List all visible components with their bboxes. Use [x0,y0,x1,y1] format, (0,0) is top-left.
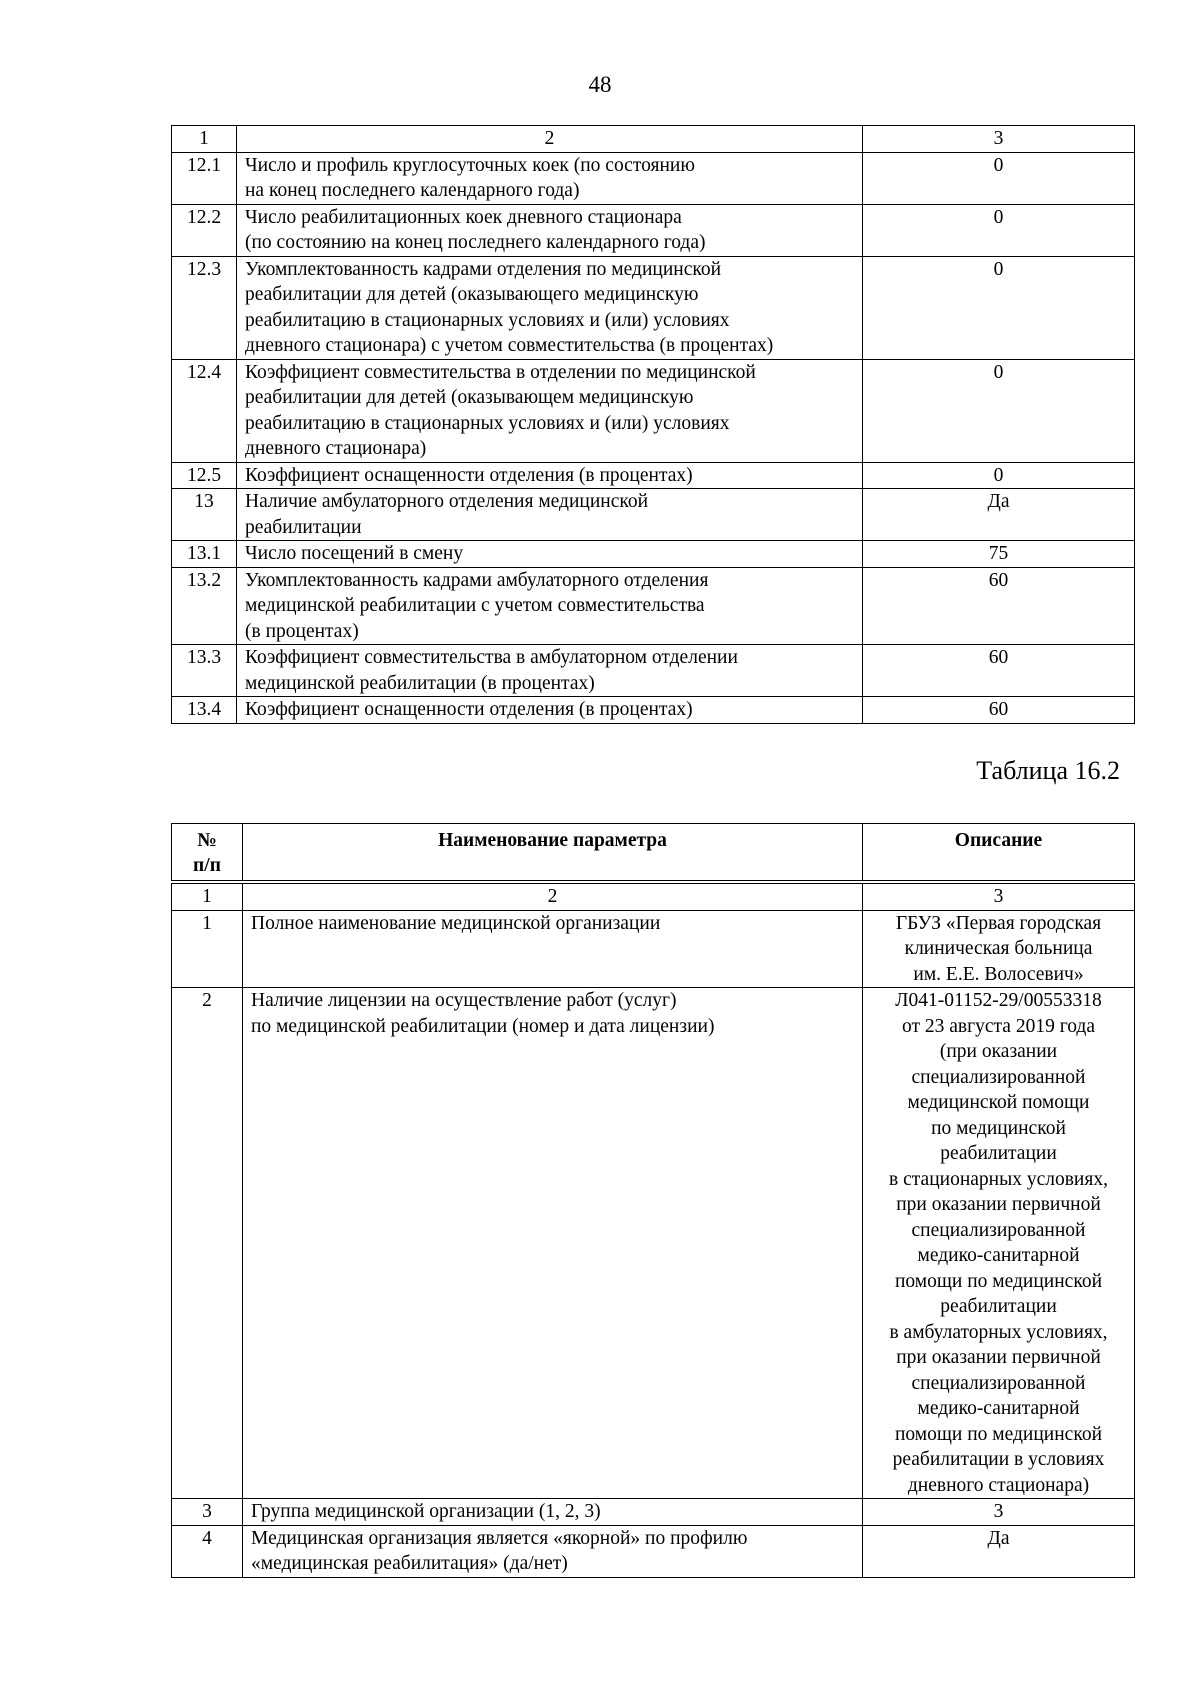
column-number-row [172,882,1135,910]
parameter-name: Медицинская организация является «якорной» по профилю «медицинская реабилитация» (да/нет) [243,1525,863,1577]
column-number: 2 [243,882,863,910]
parameter-value: 75 [863,541,1135,568]
row-number: 12.4 [172,359,237,462]
parameter-description: 3 [863,1499,1135,1526]
row-number: 12.5 [172,462,237,489]
parameter-name: Число реабилитационных коек дневного стационара (по состоянию на конец последнего календарного года) [237,204,863,256]
column-number: 1 [172,126,237,153]
parameter-name: Коэффициент совместительства в амбулаторном отделении медицинской реабилитации (в процентах) [237,645,863,697]
row-number: 13.1 [172,541,237,568]
column-number: 3 [863,126,1135,153]
column-number-row [172,126,1135,153]
table-row [172,541,1135,568]
table-row [172,645,1135,697]
row-number: 2 [172,988,243,1499]
column-number: 2 [237,126,863,153]
parameter-description: Да [863,1525,1135,1577]
parameter-value: 60 [863,697,1135,724]
row-number: 12.1 [172,152,237,204]
table-caption: Таблица 16.2 [976,756,1120,785]
parameter-value: 0 [863,204,1135,256]
parameter-value: 0 [863,359,1135,462]
parameters-table-16-2 [171,823,1135,1578]
table-row [172,1499,1135,1526]
parameter-value: 60 [863,645,1135,697]
table-row [172,988,1135,1499]
header-row [172,824,1135,883]
parameter-name: Полное наименование медицинской организации [243,910,863,988]
table-row [172,567,1135,645]
parameter-name: Коэффициент оснащенности отделения (в процентах) [237,462,863,489]
parameter-name: Наличие амбулаторного отделения медицинской реабилитации [237,489,863,541]
column-number: 3 [863,882,1135,910]
table-row [172,462,1135,489]
parameter-name: Число посещений в смену [237,541,863,568]
parameter-name: Коэффициент совместительства в отделении по медицинской реабилитации для детей (оказывающем медицинскую реабилитацию в стационарных условиях и (или) условиях дневного стационара) [237,359,863,462]
parameters-table-continued [171,125,1135,724]
row-number: 12.2 [172,204,237,256]
column-number: 1 [172,882,243,910]
row-number: 13.3 [172,645,237,697]
parameter-name: Коэффициент оснащенности отделения (в процентах) [237,697,863,724]
parameter-name: Наличие лицензии на осуществление работ (услуг) по медицинской реабилитации (номер и дата лицензии) [243,988,863,1499]
parameter-name: Укомплектованность кадрами отделения по медицинской реабилитации для детей (оказывающего медицинскую реабилитацию в стационарных условиях и (или) условиях дневного стационара) с учетом совместительства (в процентах) [237,256,863,359]
table-row [172,204,1135,256]
parameter-value: 0 [863,256,1135,359]
header-number: № п/п [172,824,243,883]
parameter-value: 0 [863,462,1135,489]
row-number: 13.4 [172,697,237,724]
row-number: 1 [172,910,243,988]
parameter-value: Да [863,489,1135,541]
parameter-description: ГБУЗ «Первая городская клиническая больница им. Е.Е. Волосевич» [863,910,1135,988]
row-number: 4 [172,1525,243,1577]
table-row [172,256,1135,359]
row-number: 13.2 [172,567,237,645]
table-row [172,152,1135,204]
parameter-description: Л041-01152-29/00553318 от 23 августа 2019 года (при оказании специализированной медицинской помощи по медицинской реабилитации в стационарных условиях, при оказании первичной специализированной медико-санитарной помощи по медицинской реабилитации в амбулаторных условиях, при оказании первичной специализированной медико-санитарной помощи по медицинской реабилитации в условиях дневного стационара) [863,988,1135,1499]
header-description: Описание [863,824,1135,883]
header-parameter-name: Наименование параметра [243,824,863,883]
parameter-name: Число и профиль круглосуточных коек (по состоянию на конец последнего календарного года) [237,152,863,204]
table-row [172,697,1135,724]
row-number: 3 [172,1499,243,1526]
row-number: 13 [172,489,237,541]
parameter-value: 60 [863,567,1135,645]
table-row [172,1525,1135,1577]
parameter-name: Укомплектованность кадрами амбулаторного отделения медицинской реабилитации с учетом совместительства (в процентах) [237,567,863,645]
row-number: 12.3 [172,256,237,359]
parameter-value: 0 [863,152,1135,204]
page-number: 48 [588,72,612,97]
table-row [172,359,1135,462]
parameter-name: Группа медицинской организации (1, 2, 3) [243,1499,863,1526]
table-row [172,910,1135,988]
table-row [172,489,1135,541]
